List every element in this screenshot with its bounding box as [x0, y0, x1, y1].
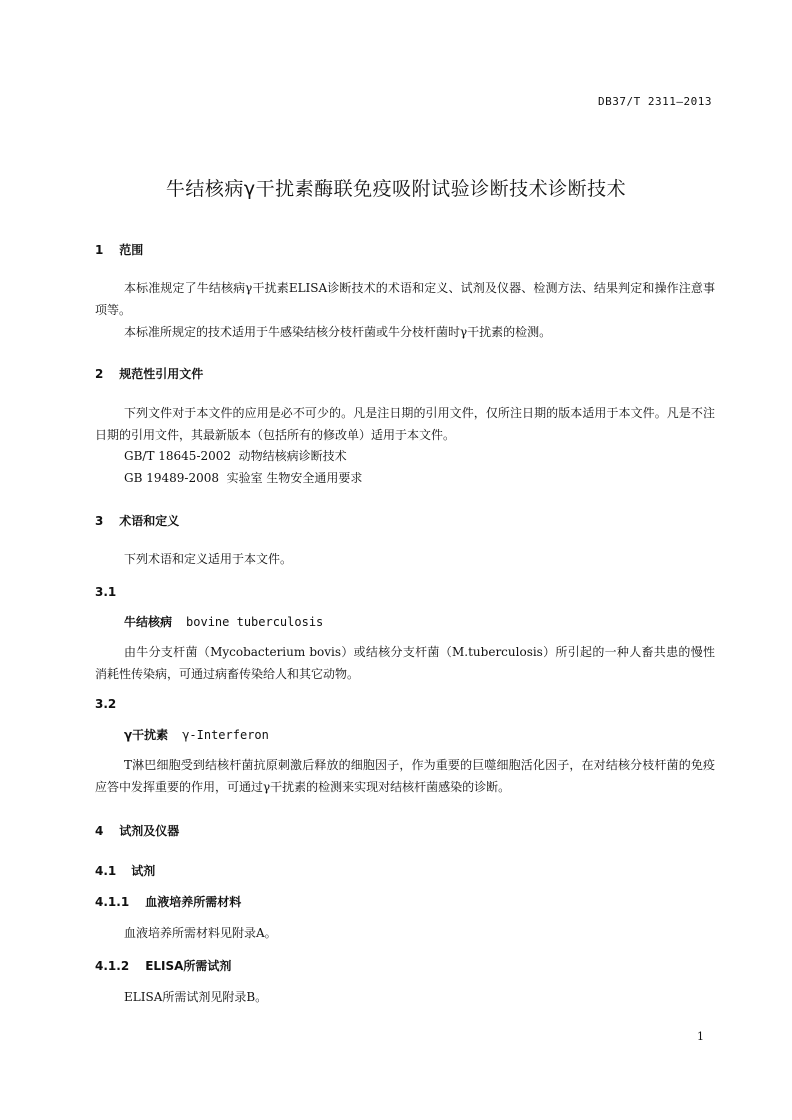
- subsection-heading: [95, 957, 231, 974]
- subsection-heading: [95, 893, 241, 910]
- section-title: 规范性引用文件: [119, 367, 204, 381]
- document-title: 牛结核病γ干扰素酶联免疫吸附试验诊断技术诊断技术: [165, 178, 627, 200]
- term-heading: [124, 613, 323, 630]
- section-title: ELISA所需试剂: [145, 959, 232, 973]
- paragraph: 血液培养所需材料见附录A。: [124, 926, 277, 940]
- reference-item: GB/T 18645-2002 动物结核病诊断技术: [124, 449, 347, 463]
- section-title: 试剂: [131, 864, 156, 878]
- section-2-heading: [95, 365, 203, 382]
- subsection-heading: [95, 862, 155, 879]
- section-3-heading: [95, 512, 179, 529]
- section-number: 1: [95, 243, 104, 257]
- section-1-heading: [95, 241, 143, 258]
- paragraph: ELISA所需试剂见附录B。: [124, 990, 268, 1004]
- term-cn: γ干扰素: [124, 728, 169, 742]
- term-heading: [124, 726, 269, 743]
- section-title: 血液培养所需材料: [145, 895, 242, 909]
- term-number: 3.1: [95, 585, 117, 599]
- section-number: 4.1.2: [95, 959, 130, 973]
- section-number: 3: [95, 514, 104, 528]
- section-number: 4.1.1: [95, 895, 130, 909]
- page-number: 1: [697, 1030, 704, 1043]
- section-number: 2: [95, 367, 104, 381]
- term-en: γ-Interferon: [182, 728, 269, 742]
- paragraph: 下列文件对于本文件的应用是必不可少的。凡是注日期的引用文件，仅所注日期的版本适用于本文件。凡是不注日期的引用文件，其最新版本（包括所有的修改单）适用于本文件。: [95, 406, 715, 442]
- paragraph: 本标准规定了牛结核病γ干扰素ELISA诊断技术的术语和定义、试剂及仪器、检测方法、结果判定和操作注意事项等。: [95, 281, 715, 317]
- section-number: 4.1: [95, 864, 117, 878]
- section-number: 4: [95, 824, 104, 838]
- paragraph: 本标准所规定的技术适用于牛感染结核分枝杆菌或牛分枝杆菌时γ干扰素的检测。: [124, 325, 552, 339]
- term-number: 3.2: [95, 697, 117, 711]
- section-title: 范围: [119, 243, 144, 257]
- reference-item: GB 19489-2008 实验室 生物安全通用要求: [124, 471, 363, 485]
- term-cn: 牛结核病: [124, 615, 173, 629]
- paragraph: 下列术语和定义适用于本文件。: [124, 552, 293, 566]
- section-4-heading: [95, 822, 179, 839]
- section-title: 术语和定义: [119, 514, 180, 528]
- term-definition: 由牛分支杆菌（Mycobacterium bovis）或结核分支杆菌（M.tuberculosis）所引起的一种人畜共患的慢性消耗性传染病，可通过病畜传染给人和其它动物。: [95, 645, 715, 681]
- section-title: 试剂及仪器: [119, 824, 180, 838]
- document-code: DB37/T 2311—2013: [598, 95, 712, 108]
- term-definition: T淋巴细胞受到结核杆菌抗原刺激后释放的细胞因子，作为重要的巨噬细胞活化因子，在对结核分枝杆菌的免疫应答中发挥重要的作用，可通过γ干扰素的检测来实现对结核杆菌感染的诊断。: [95, 758, 715, 794]
- term-en: bovine tuberculosis: [186, 615, 324, 629]
